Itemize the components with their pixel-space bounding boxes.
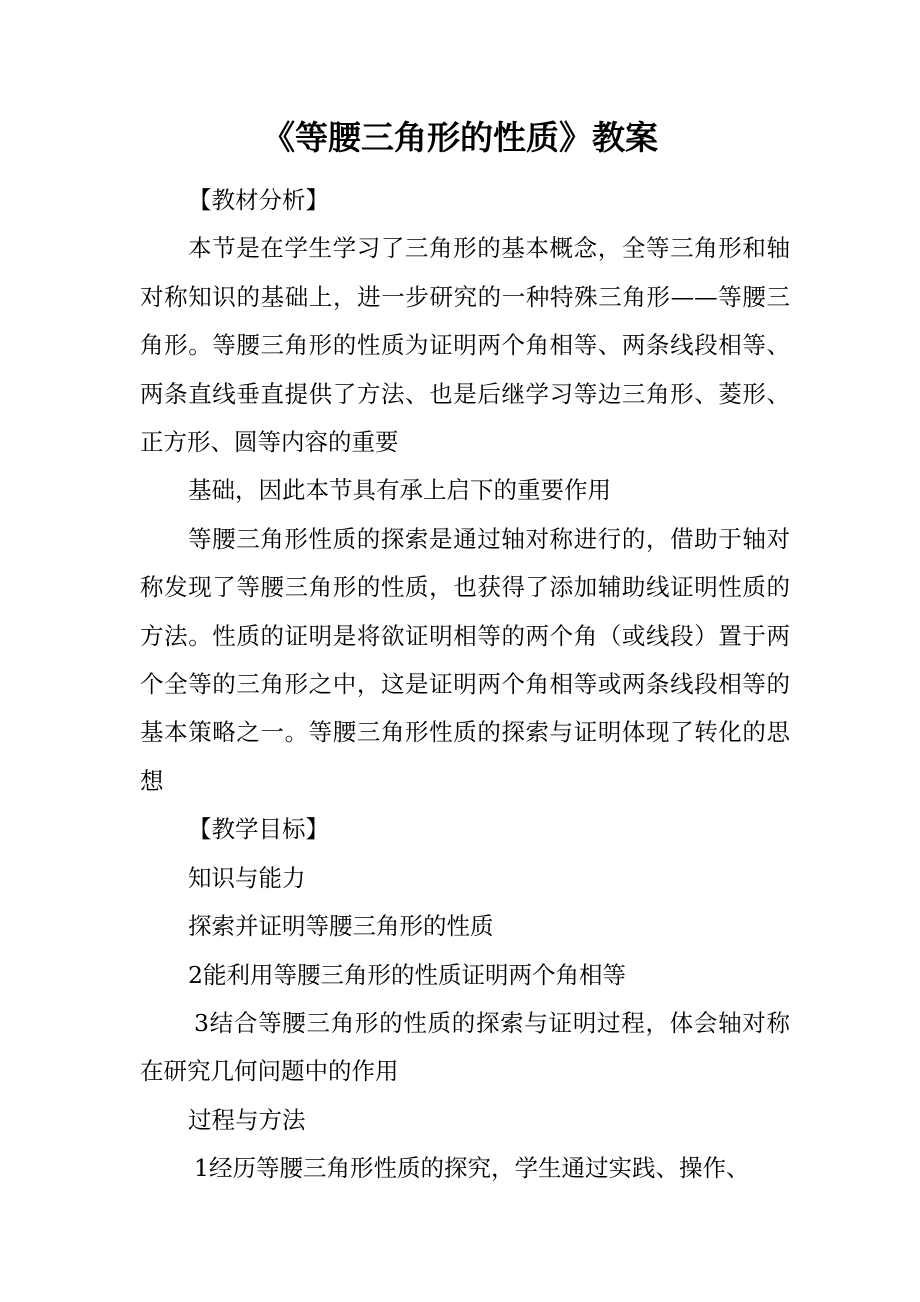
paragraph: 本节是在学生学习了三角形的基本概念，全等三角形和轴对称知识的基础上，进一步研究的一种特殊三角形——等腰三角形。等腰三角形的性质为证明两个角相等、两条线段相等、两条直线垂直提供了方法、也是后继学习等边三角形、菱形、正方形、圆等内容的重要 [140, 234, 790, 457]
document-title: 《等腰三角形的性质》教案 [262, 118, 658, 157]
list-item: 2能利用等腰三角形的性质证明两个角相等 [188, 960, 626, 989]
list-item: 探索并证明等腰三角形的性质 [188, 912, 494, 941]
section-heading-textbook-analysis: 【教材分析】 [188, 186, 329, 214]
paragraph: 等腰三角形性质的探索是通过轴对称进行的，借助于轴对称发现了等腰三角形的性质，也获得了添加辅助线证明性质的方法。性质的证明是将欲证明相等的两个角（或线段）置于两个全等的三角形之中，这是证明两个角相等或两条线段相等的基本策略之一。等腰三角形性质的探索与证明体现了转化的思想 [140, 524, 790, 795]
section-heading-teaching-goals: 【教学目标】 [188, 815, 329, 844]
document-body [140, 176, 790, 1193]
paragraph: 基础，因此本节具有承上启下的重要作用 [188, 476, 611, 505]
list-item: 3结合等腰三角形的性质的探索与证明过程，体会轴对称在研究几何问题中的作用 [140, 1008, 790, 1086]
list-item: 1经历等腰三角形性质的探究，学生通过实践、操作、 [194, 1154, 750, 1183]
subheading-knowledge-ability: 知识与能力 [188, 863, 306, 892]
subheading-process-method: 过程与方法 [188, 1105, 306, 1134]
